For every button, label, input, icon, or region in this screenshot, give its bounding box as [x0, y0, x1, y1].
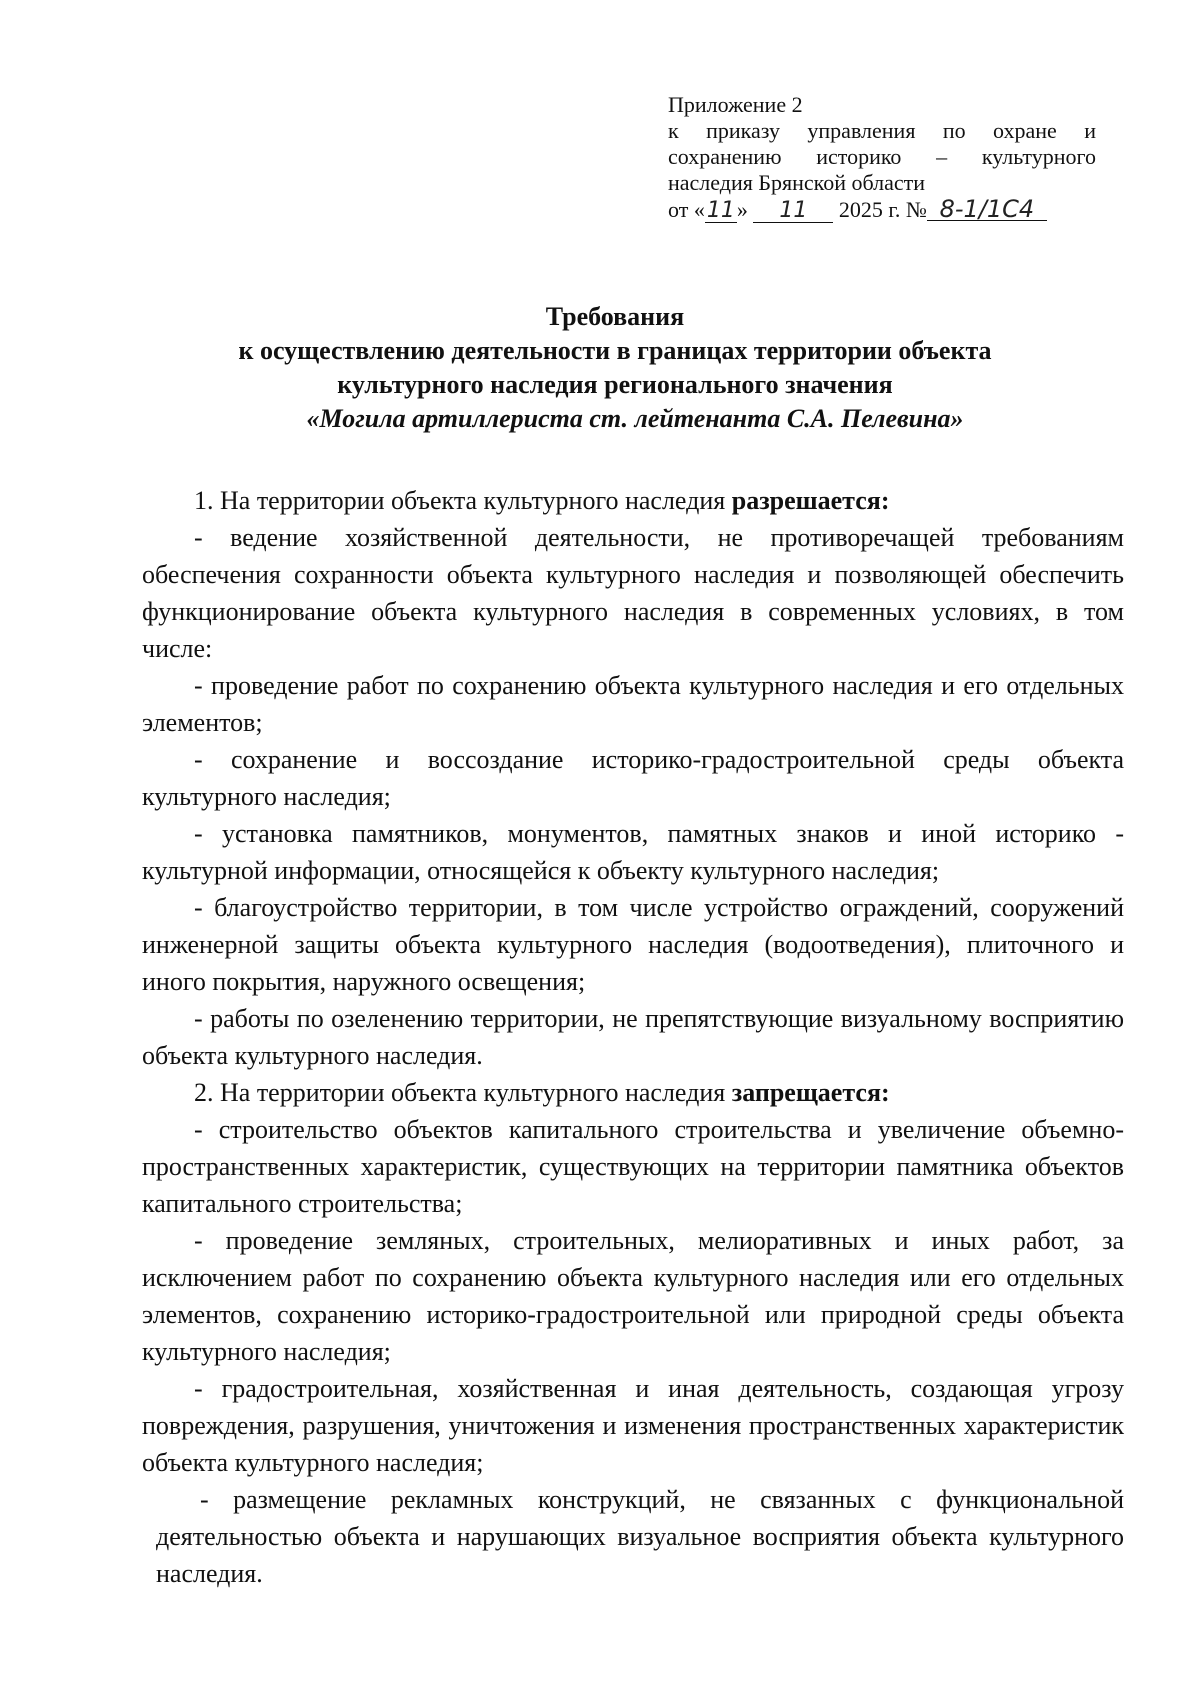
title-line-1: Требования	[545, 302, 685, 331]
date-year: 2025 г. №	[838, 197, 927, 222]
title-line-4: «Могила артиллериста ст. лейтенанта С.А. Пелевина»	[306, 404, 964, 433]
section-1-keyword: разрешается:	[731, 486, 890, 515]
title-line-2: к осуществлению деятельности в границах территории объекта	[238, 336, 992, 365]
date-month: 11	[753, 198, 833, 223]
appendix-line-1: к приказу управления по охране и	[668, 118, 1096, 143]
title-line-3: культурного наследия регионального значения	[337, 370, 893, 399]
section-2-intro-text: 2. На территории объекта культурного наследия	[194, 1078, 732, 1107]
section-2-item: - строительство объектов капитального строительства и увеличение объемно-пространственных характеристик, существующих на территории памятника объектов капитального строительства;	[142, 1115, 1124, 1218]
document-title	[150, 300, 1080, 436]
appendix-date-line	[668, 196, 1096, 223]
appendix-heading: Приложение 2	[668, 92, 803, 117]
section-2-item: - размещение рекламных конструкций, не связанных с функциональной деятельностью объекта и нарушающих визуальное восприятия объекта культурного наследия.	[156, 1485, 1124, 1588]
section-2-item: - проведение земляных, строительных, мелиоративных и иных работ, за исключением работ по сохранению объекта культурного наследия или его отдельных элементов, сохранению историко-градостроительной или природной среды объекта культурного наследия;	[142, 1226, 1124, 1366]
order-number: 8-1/1С4	[927, 196, 1047, 221]
section-1-item: - установка памятников, монументов, памятных знаков и иной историко - культурной информации, относящейся к объекту культурного наследия;	[142, 819, 1124, 885]
document-body	[142, 482, 1124, 1592]
appendix-header	[668, 92, 1096, 223]
appendix-line-3: наследия Брянской области	[668, 170, 926, 195]
section-1-item: - сохранение и воссоздание историко-градостроительной среды объекта культурного наследия;	[142, 745, 1124, 811]
section-1-item: - проведение работ по сохранению объекта культурного наследия и его отдельных элементов;	[142, 671, 1124, 737]
section-1-item: - ведение хозяйственной деятельности, не противоречащей требованиям обеспечения сохранности объекта культурного наследия и позволяющей обеспечить функционирование объекта культурного наследия в современных условиях, в том числе:	[142, 523, 1124, 663]
appendix-line-2: сохранению историко – культурного	[668, 144, 1096, 169]
section-1-item: - работы по озеленению территории, не препятствующие визуальному восприятию объекта культурного наследия.	[142, 1004, 1124, 1070]
section-2-intro	[142, 1074, 1124, 1111]
section-1-item: - благоустройство территории, в том числе устройство ограждений, сооружений инженерной защиты объекта культурного наследия (водоотведения), плиточного и иного покрытия, наружного освещения;	[142, 893, 1124, 996]
section-2-keyword: запрещается:	[731, 1078, 890, 1107]
date-prefix: от «	[668, 197, 705, 222]
date-mid: »	[736, 197, 748, 222]
section-2-item: - градостроительная, хозяйственная и иная деятельность, создающая угрозу повреждения, разрушения, уничтожения и изменения пространственных характеристик объекта культурного наследия;	[142, 1374, 1124, 1477]
section-1-intro	[142, 482, 1124, 519]
date-day: 11	[706, 198, 735, 223]
section-1-intro-text: 1. На территории объекта культурного наследия	[194, 486, 732, 515]
